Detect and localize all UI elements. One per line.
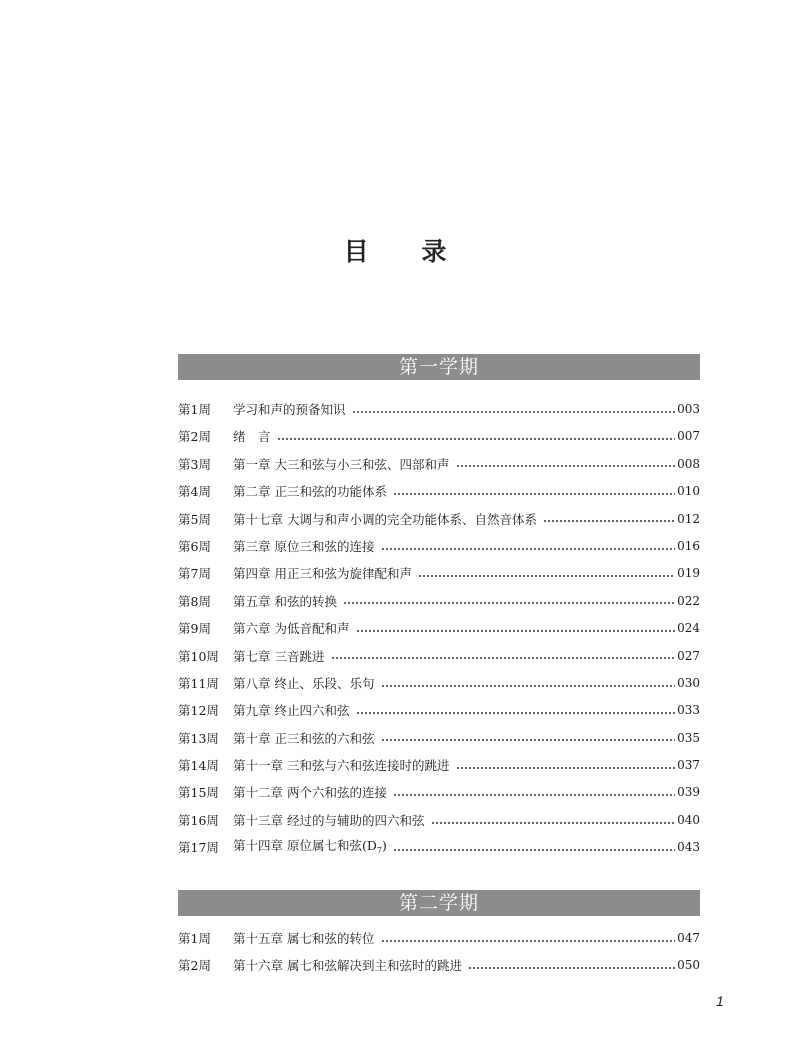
toc-entry[interactable]	[178, 779, 700, 806]
toc-entry[interactable]	[178, 643, 700, 670]
toc-week: 第16周	[178, 812, 219, 828]
toc-week: 第7周	[178, 566, 211, 582]
toc-title-group	[233, 807, 429, 834]
toc-page-number: 033	[677, 703, 700, 718]
dot-leader	[352, 411, 676, 413]
toc-page-number: 016	[677, 538, 700, 553]
toc-title-group	[233, 925, 379, 952]
toc-title-group	[233, 451, 454, 478]
toc-page-number: 039	[677, 785, 700, 800]
toc-entry[interactable]	[178, 560, 700, 587]
toc-entry[interactable]	[178, 588, 700, 615]
toc-week: 第4周	[178, 484, 211, 500]
dot-leader	[343, 602, 675, 604]
toc-week: 第5周	[178, 511, 211, 527]
toc-entry[interactable]	[178, 451, 700, 478]
toc-title: 学习和声的预备知识	[233, 402, 346, 417]
toc-title: 和弦的转换	[274, 593, 338, 609]
toc-entry[interactable]	[178, 834, 700, 861]
toc-week: 第14周	[178, 758, 219, 774]
toc-entry[interactable]	[178, 615, 700, 642]
dot-leader	[277, 438, 676, 440]
dot-leader	[393, 794, 675, 796]
toc-title: 为低音配和声	[274, 621, 350, 637]
toc-page-number: 030	[677, 675, 700, 690]
toc-entry[interactable]	[178, 670, 700, 697]
toc-week: 第6周	[178, 538, 211, 554]
toc-title-group	[233, 670, 379, 697]
toc-title-group	[233, 643, 329, 670]
page-title: 目 录	[343, 237, 469, 266]
semester-2-heading: 第二学期	[178, 890, 700, 916]
toc-title-group	[233, 588, 341, 615]
toc-week: 第8周	[178, 593, 211, 609]
semester-1-heading: 第一学期	[178, 354, 700, 380]
toc-title: 原位属七和弦(D	[287, 837, 377, 853]
toc-week: 第2周	[178, 958, 211, 974]
toc-chapter: 第十四章	[233, 837, 284, 853]
toc-title: 大调与和声小调的完全功能体系、自然音体系	[287, 511, 538, 527]
toc-title-group	[233, 832, 391, 864]
toc-title: 原位三和弦的连接	[274, 538, 375, 554]
toc-page-number: 050	[677, 958, 700, 973]
dot-leader	[381, 739, 676, 741]
page-number: 1	[716, 993, 724, 1009]
dot-leader	[431, 822, 676, 824]
toc-entry[interactable]	[178, 506, 700, 533]
toc-page-number: 035	[677, 730, 700, 745]
toc-entry[interactable]	[178, 396, 700, 423]
toc-title: 三音跳进	[274, 648, 325, 664]
toc-title-group	[233, 615, 354, 642]
toc-entry[interactable]	[178, 423, 700, 450]
toc-week: 第13周	[178, 730, 219, 746]
toc-week: 第12周	[178, 703, 219, 719]
toc-page-number: 043	[677, 840, 700, 855]
toc-page-number: 007	[677, 429, 700, 444]
semester-2-toc	[178, 925, 700, 980]
toc-title: 终止、乐段、乐句	[274, 675, 375, 691]
toc-chapter: 第十六章	[233, 958, 284, 974]
toc-entry[interactable]	[178, 478, 700, 505]
toc-title-group	[233, 560, 416, 587]
toc-week: 第17周	[178, 840, 219, 856]
dot-leader	[543, 520, 675, 522]
toc-chapter: 第三章	[233, 538, 271, 554]
dot-leader	[468, 967, 675, 969]
toc-page-number: 047	[677, 931, 700, 945]
toc-title: 终止四六和弦	[274, 703, 350, 719]
toc-entry[interactable]	[178, 925, 700, 952]
semester-1-toc	[178, 396, 700, 862]
dot-leader	[331, 657, 676, 659]
toc-page-number: 012	[677, 511, 700, 526]
toc-page-number: 027	[677, 648, 700, 663]
toc-week: 第3周	[178, 456, 211, 472]
dot-leader	[456, 767, 676, 769]
dot-leader	[456, 465, 676, 467]
toc-title: 用正三和弦为旋律配和声	[274, 566, 413, 582]
toc-page-number: 022	[677, 593, 700, 608]
toc-chapter: 第五章	[233, 593, 271, 609]
toc-week: 第2周	[178, 429, 211, 445]
toc-title-subscript: 7	[376, 845, 383, 855]
toc-page-number: 003	[677, 402, 700, 416]
toc-title: 属七和弦解决到主和弦时的跳进	[287, 958, 463, 974]
toc-title: 经过的与辅助的四六和弦	[287, 812, 425, 828]
toc-chapter: 第十七章	[233, 511, 284, 527]
toc-title: 两个六和弦的连接	[287, 785, 388, 801]
toc-week: 第10周	[178, 648, 219, 664]
toc-title-group	[233, 952, 466, 979]
toc-title: 正三和弦的功能体系	[274, 484, 388, 500]
toc-chapter: 第十二章	[233, 785, 284, 801]
toc-title-group	[233, 697, 354, 724]
toc-page-number: 019	[677, 566, 700, 581]
toc-entry[interactable]	[178, 807, 700, 834]
dot-leader	[418, 575, 675, 577]
toc-chapter: 第八章	[233, 675, 271, 691]
toc-page-number: 008	[677, 456, 700, 471]
dot-leader	[393, 849, 675, 851]
toc-title-group	[233, 423, 275, 450]
toc-week: 第9周	[178, 621, 211, 637]
toc-page-number: 024	[677, 621, 700, 636]
toc-entry[interactable]	[178, 952, 700, 979]
dot-leader	[356, 630, 676, 632]
toc-chapter: 第十五章	[233, 931, 284, 946]
dot-leader	[393, 493, 675, 495]
toc-chapter: 第九章	[233, 703, 271, 719]
toc-entry[interactable]	[178, 697, 700, 724]
toc-title-group	[233, 725, 379, 752]
toc-title: 绪 言	[233, 429, 271, 445]
toc-title-group	[233, 779, 391, 806]
toc-entry[interactable]	[178, 725, 700, 752]
toc-entry[interactable]	[178, 752, 700, 779]
toc-title-group	[233, 478, 391, 505]
toc-week: 第11周	[178, 675, 219, 691]
dot-leader	[381, 548, 676, 550]
toc-chapter: 第四章	[233, 566, 271, 582]
toc-chapter: 第一章	[233, 456, 271, 472]
toc-entry[interactable]	[178, 533, 700, 560]
toc-chapter: 第二章	[233, 484, 271, 500]
toc-chapter: 第七章	[233, 648, 271, 664]
toc-page-number: 037	[677, 758, 700, 773]
toc-chapter: 第六章	[233, 621, 271, 637]
toc-title-group	[233, 533, 379, 560]
toc-title-group	[233, 752, 454, 779]
toc-week: 第15周	[178, 785, 219, 801]
toc-page-number: 010	[677, 484, 700, 499]
dot-leader	[356, 712, 676, 714]
dot-leader	[381, 940, 676, 942]
toc-chapter: 第十三章	[233, 812, 284, 828]
toc-title: 大三和弦与小三和弦、四部和声	[274, 456, 450, 472]
toc-week: 第1周	[178, 402, 211, 417]
toc-week: 第1周	[178, 931, 211, 946]
toc-chapter: 第十章	[233, 730, 271, 746]
toc-chapter: 第十一章	[233, 758, 284, 774]
toc-title-tail: )	[382, 837, 387, 853]
toc-title: 正三和弦的六和弦	[274, 730, 375, 746]
toc-page-number: 040	[677, 812, 700, 827]
toc-title-group	[233, 396, 350, 423]
toc-title: 三和弦与六和弦连接时的跳进	[287, 758, 450, 774]
dot-leader	[381, 685, 676, 687]
toc-title: 属七和弦的转位	[287, 931, 375, 946]
toc-title-group	[233, 506, 541, 533]
